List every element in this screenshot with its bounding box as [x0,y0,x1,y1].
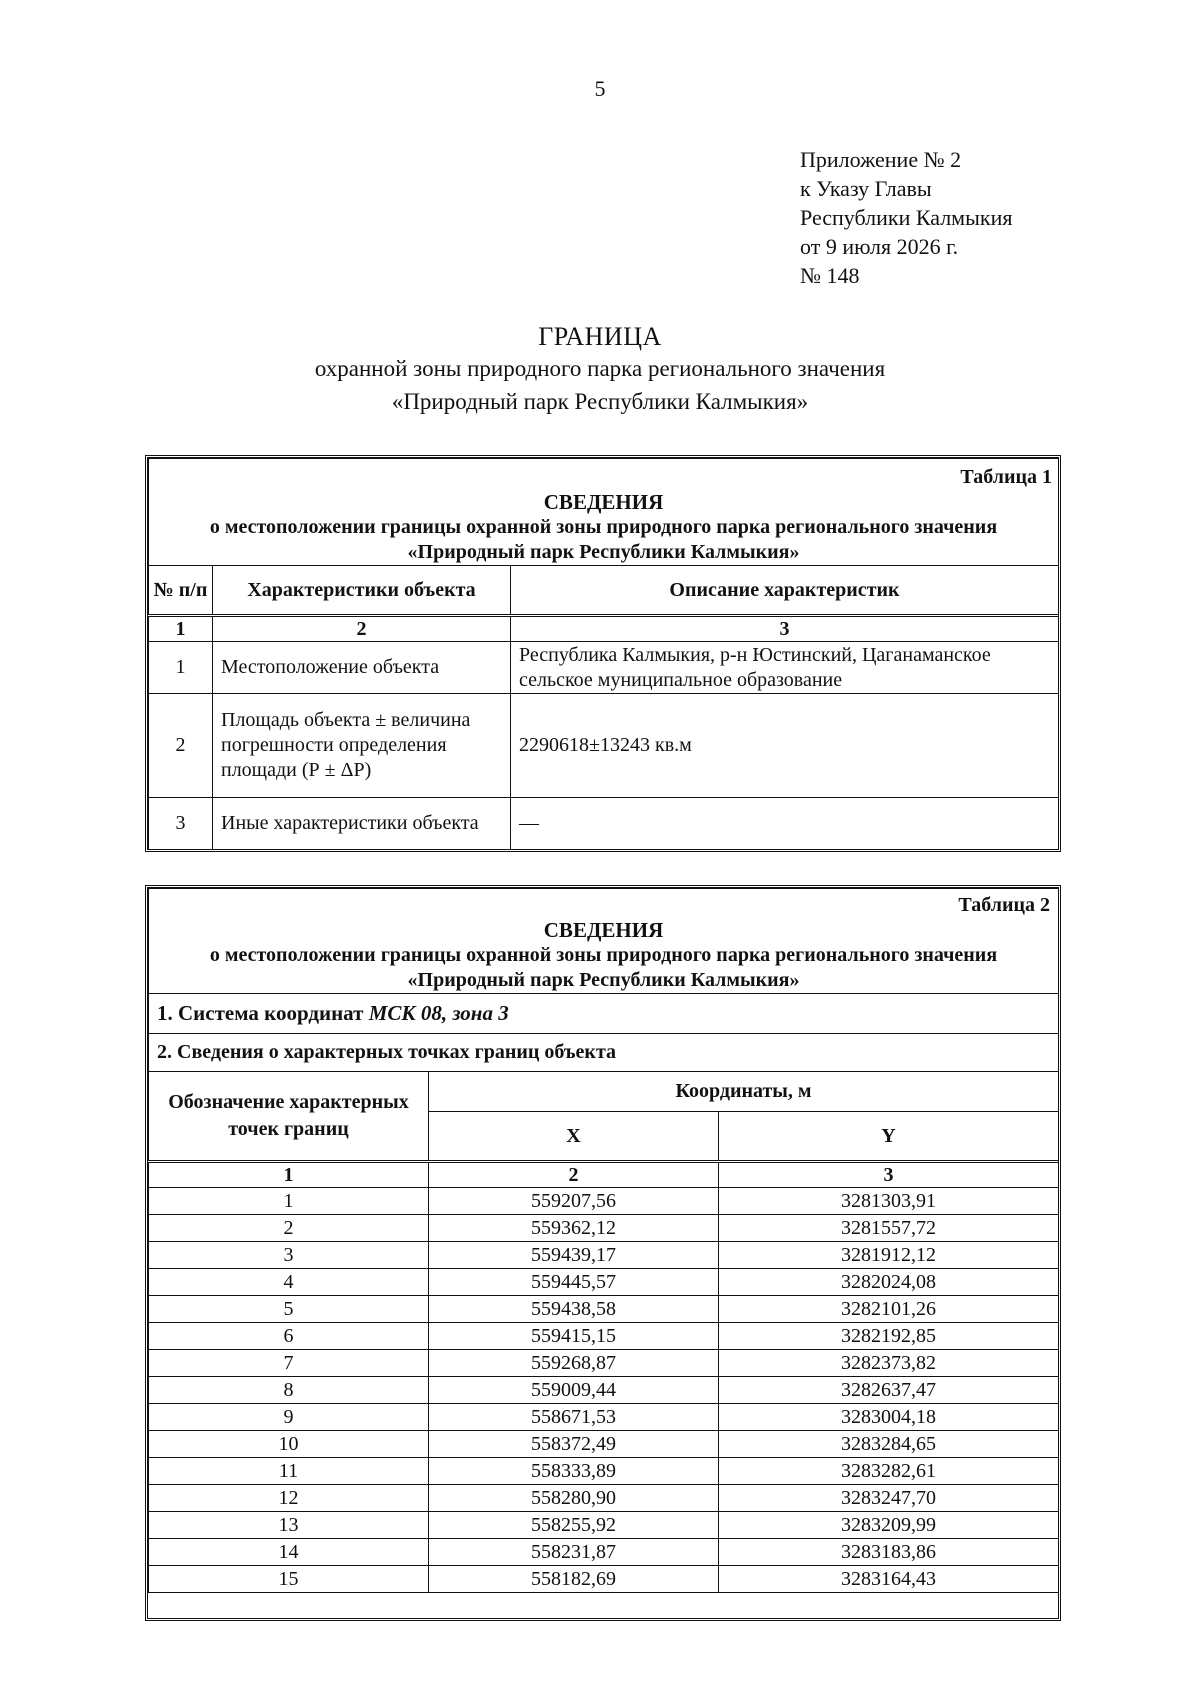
table2-label: Таблица 2 [958,894,1051,916]
point-id: 12 [149,1485,429,1512]
row-characteristic: Местоположение объекта [213,642,511,694]
point-row [149,1242,1059,1269]
point-row [149,1539,1059,1566]
table2-heading: СВЕДЕНИЯ [543,918,664,942]
point-x: 559009,44 [429,1377,719,1404]
row-description: — [511,798,1059,850]
point-row [149,1512,1059,1539]
point-id: 13 [149,1512,429,1539]
appendix-line: Приложение № 2 [800,147,962,172]
appendix-date: от 9 июля 2026 г. [800,234,959,259]
point-y: 3283164,43 [719,1566,1059,1593]
row-characteristic: Площадь объекта ± величина погрешности определения площади (Р ± ΔР) [213,694,511,798]
point-id: 1 [149,1188,429,1215]
row-description: 2290618±13243 кв.м [511,694,1059,798]
point-y: 3283183,86 [719,1539,1059,1566]
appendix-line: к Указу Главы [800,176,932,201]
point-id: 14 [149,1539,429,1566]
table1-header-cell [149,459,1059,566]
col-x-header: X [429,1112,719,1162]
coordinate-system-value: МСК 08, зона 3 [368,1001,509,1025]
point-x: 559415,15 [429,1323,719,1350]
row-number: 1 [149,642,213,694]
point-y: 3282192,85 [719,1323,1059,1350]
point-x: 559439,17 [429,1242,719,1269]
index-cell: 3 [719,1162,1059,1188]
point-row [149,1188,1059,1215]
table1-label: Таблица 1 [960,466,1052,488]
point-row [149,1431,1059,1458]
point-y: 3283284,65 [719,1431,1059,1458]
point-y: 3282373,82 [719,1350,1059,1377]
appendix-number: № 148 [800,263,860,288]
point-x: 559445,57 [429,1269,719,1296]
col-number-header: № п/п [149,566,213,616]
table2-header-cell [149,889,1059,994]
col-y-header: Y [719,1112,1059,1162]
page-number: 5 [594,76,606,101]
subtitle-line: охранной зоны природного парка регионального значения [314,356,886,381]
point-x: 559207,56 [429,1188,719,1215]
point-y: 3283282,61 [719,1458,1059,1485]
subtitle-line: «Природный парк Республики Калмыкия» [391,389,809,414]
table2-caption: «Природный парк Республики Калмыкия» [407,969,800,991]
row-number: 3 [149,798,213,850]
table1 [148,458,1059,850]
index-cell: 2 [213,616,511,642]
index-cell: 3 [511,616,1059,642]
point-y: 3281557,72 [719,1215,1059,1242]
point-y: 3281912,12 [719,1242,1059,1269]
point-row [149,1269,1059,1296]
point-x: 558333,89 [429,1458,719,1485]
point-y: 3283209,99 [719,1512,1059,1539]
table1-caption: «Природный парк Республики Калмыкия» [407,541,800,563]
table1-heading: СВЕДЕНИЯ [543,490,664,514]
document-subtitle [0,352,1200,418]
table1-row [149,642,1059,694]
point-id: 5 [149,1296,429,1323]
row-description: Республика Калмыкия, р-н Юстинский, Цаганаманское сельское муниципальное образование [511,642,1059,694]
point-y: 3283004,18 [719,1404,1059,1431]
point-x: 558182,69 [429,1566,719,1593]
point-y: 3282101,26 [719,1296,1059,1323]
point-row [149,1566,1059,1593]
point-x: 558231,87 [429,1539,719,1566]
point-x: 559362,12 [429,1215,719,1242]
table1-row [149,798,1059,850]
points-table-body [149,1188,1059,1593]
point-row [149,1296,1059,1323]
coordinate-system-row [149,994,1059,1034]
table2-caption: о местоположении границы охранной зоны природного парка регионального значения [209,944,998,966]
point-id: 6 [149,1323,429,1350]
point-id: 10 [149,1431,429,1458]
point-y: 3283247,70 [719,1485,1059,1512]
appendix-block [800,145,1012,290]
point-row [149,1323,1059,1350]
table2 [148,888,1059,1593]
point-row [149,1485,1059,1512]
point-row [149,1377,1059,1404]
table1-row [149,694,1059,798]
index-cell: 1 [149,1162,429,1188]
col-points-header: Обозначение характерных точек границ [149,1072,429,1162]
point-id: 8 [149,1377,429,1404]
point-y: 3282637,47 [719,1377,1059,1404]
col-coordinates-header: Координаты, м [429,1072,1059,1112]
table1-index-row [149,616,1059,642]
point-id: 4 [149,1269,429,1296]
point-y: 3282024,08 [719,1269,1059,1296]
coordinate-system-label: 1. Система координат [157,1001,369,1025]
row-number: 2 [149,694,213,798]
point-x: 558255,92 [429,1512,719,1539]
index-cell: 1 [149,616,213,642]
appendix-line: Республики Калмыкия [800,205,1013,230]
point-id: 3 [149,1242,429,1269]
point-x: 559438,58 [429,1296,719,1323]
point-x: 558372,49 [429,1431,719,1458]
table2-index-row [149,1162,1059,1188]
point-x: 558280,90 [429,1485,719,1512]
point-row [149,1404,1059,1431]
point-row [149,1458,1059,1485]
table1-caption: о местоположении границы охранной зоны природного парка регионального значения [209,516,998,538]
point-id: 2 [149,1215,429,1242]
point-x: 558671,53 [429,1404,719,1431]
point-id: 9 [149,1404,429,1431]
col-description-header: Описание характеристик [511,566,1059,616]
point-id: 15 [149,1566,429,1593]
point-x: 559268,87 [429,1350,719,1377]
points-section-title: 2. Сведения о характерных точках границ объекта [149,1034,1059,1072]
point-row [149,1350,1059,1377]
document-title: ГРАНИЦА [538,322,662,351]
point-id: 11 [149,1458,429,1485]
point-id: 7 [149,1350,429,1377]
col-characteristic-header: Характеристики объекта [213,566,511,616]
row-characteristic: Иные характеристики объекта [213,798,511,850]
point-row [149,1215,1059,1242]
point-y: 3281303,91 [719,1188,1059,1215]
index-cell: 2 [429,1162,719,1188]
